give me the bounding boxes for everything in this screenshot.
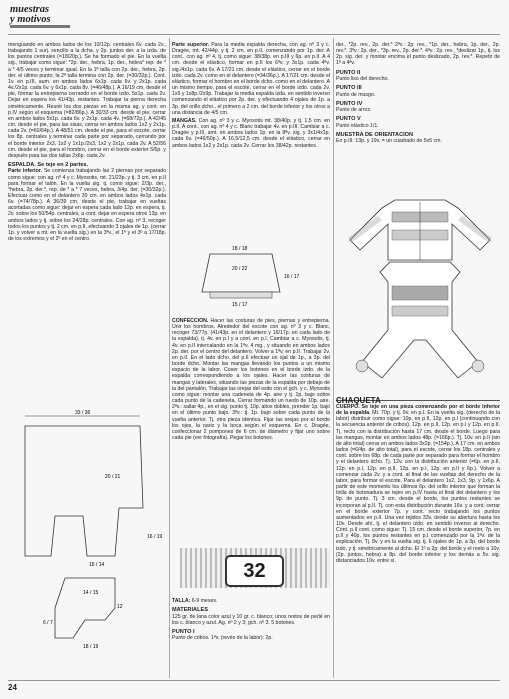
- garment-illustration: [340, 190, 500, 385]
- brand-line-1: muestras: [10, 4, 50, 15]
- col2-paragraph-confeccion: [172, 318, 330, 441]
- foot-width-1: 14 / 15: [83, 590, 99, 596]
- page-number: 24: [8, 683, 17, 692]
- brand-bar: [10, 25, 70, 28]
- col1-paragraph-2-lead: Parte inferior.: [8, 168, 42, 175]
- col3-paragraph-1: der., *2p. rev., 2p. der.* 2ªv.: 2p. rev., *1p. der., hebra, 1p. der., 2p. rev.*. 3ªv.: 2p. der., *3p. rev., 2p. der.*. 4ªv.: 2p. rev., *deslizar 1p., tj. los 2p. sig. der. y montar encima el punto deslizado, 2p. rev.*. Repetir de 1ª a 4ªv.: [336, 42, 500, 67]
- col3-heading-muestra: MUESTRA DE ORIENTACION: [336, 131, 414, 138]
- sleeve-bottom: 15 / 17: [232, 302, 248, 308]
- col3-punto-5: Punto elástico 1/1.: [336, 122, 379, 129]
- col1-paragraph-2: [8, 168, 166, 242]
- brand-line-2: y motivos: [10, 14, 51, 25]
- col3-heading-punto-5: PUNTO V: [336, 116, 361, 123]
- col1-paragraph-2-body: Se comienza trabajando las 2 piernas por separado como sigue: con ag. nº 4 y c. Myosotis, mt. 21/23p. y tj. 3 cm. en p.II para formar el talón. En la vuelta sig. tj. como sigue: 2/3p. der., *hebra, 2p. der.*, rep. de * a * 7 veces, hebra, 3/4p. der. (=30/32p.). Efectuar como en el delantero 30 cm. en ambos lados 4x1p. cada 6v. (=74/78p.). A 36/39 cm. desde el pie, trabajar en vueltas acortadas como sigue: dejar en espera cada lado 12p. en espera, tj. 2v. sobre los 50/54p. centrales, a cont. dejar en espera otros 13p. en ambos lados y tj. sobre los 24/28p. centrales. Con ag. nº 3, recoger todos los puntos y tj. 2 cm. en p.II, efectuando 3 ojales de 1p. (cerrar 1p. y volver a mt. en la vuelta sig.) en la 3ªv., el 1º y el 3º a 17/18p. de los extremos y el 2º en el centro.: [8, 168, 166, 243]
- column-divider-2: [333, 38, 334, 678]
- column-3-lower: [336, 404, 500, 566]
- column-3: [336, 42, 500, 146]
- pattern-number: 32: [225, 555, 284, 587]
- col3-heading-punto-4: PUNTO IV: [336, 100, 363, 107]
- chaqueta-heading: CHAQUETA: [336, 396, 381, 405]
- col3-punto-4: Punto de arroz.: [336, 107, 372, 114]
- col3-cuerpo: [336, 404, 500, 564]
- column-2: [172, 42, 330, 151]
- foot-bottom: 18 / 19: [83, 644, 99, 650]
- trousers-top-width: 33 / 36: [75, 410, 91, 416]
- col2-paragraph-1-body: Para la media espalda derecha, con ag. nº 3 y c. Dragée, mt. 42/44p. y tj. 2 cm. en p.II, comenzando por 1p. der. A cont., con ag. nº 4, tj. como sigue: 38/38p. en p.III y 6p. en p.II. A 4 cm. desde el elástico, formar en p.II los 6ªv. y 3x1p. cada 4ªv. sig./4x1p. cada 6v. A 17/21 cm. desde el elástico, cerrar en el borde izdo. cada 2v. como en el delantero (=34/36p.). A 17/21 cm. desde el elástico, formar el hombro en el borde dcho. como en el delantero. A un mismo tiempo, para el escote, cerrar en el borde izdo. cada 2v. 1x9 y 1x8p./2x9p. Trabajar la media espalda izda. en sentido inverso comenzando el elástico por 2p. der. y efectuando 4 ojales de 1p. a 3p. del orillo dcho., el primero a 2 cm. del borde inferior y los otros a una distancia de 4/5 cm.: [172, 42, 331, 116]
- sleeve-diagram: [180, 240, 330, 310]
- sleeve-height: 16 / 17: [284, 274, 300, 280]
- trousers-waist-height: 20 / 21: [105, 474, 121, 480]
- trousers-diagram: [15, 408, 165, 668]
- col3-punto-2: Punto liso del derecho.: [336, 76, 389, 83]
- column-1: [8, 42, 166, 244]
- foot-height: 6 / 7: [43, 620, 53, 626]
- sleeve-mid: 20 / 22: [232, 266, 248, 272]
- col3-heading-punto-3: PUNTO III: [336, 85, 362, 92]
- col2-heading-punto-1: PUNTO I: [172, 628, 195, 635]
- bottom-rule: [8, 680, 500, 681]
- romper-sketch: [356, 262, 484, 378]
- col2-paragraph-mangas: [172, 118, 330, 149]
- col3-cuerpo-lead: CUERPO. Se teje en una pieza comenzando por el borde inferior de la espalda.: [336, 404, 500, 417]
- col2-paragraph-1: [172, 42, 330, 116]
- chaqueta-heading-box: [336, 390, 500, 405]
- trousers-ankle-width: 15 / 14: [89, 562, 105, 568]
- col2-punto-1-body: Punto de cribos. 1ªv. (revés de la labor): 2p.: [172, 635, 273, 642]
- col1-heading-espalda: ESPALDA. Se teje en 2 partes.: [8, 161, 89, 168]
- jacket-sketch: [350, 200, 490, 260]
- col3-muestra: En p.III: 13p. y 19v. = un cuadrado de 5x5 cm.: [336, 138, 442, 145]
- col2-mangas-body: Con ag. nº 3 y c. Myosotis mt. 38/40p. y tj. 1,5 cm. en p.II. A cont., con ag. nº 4 y c. Blanc trabajar 4v. en p.III. Cambiar a c. Dragée y p.III, amt. en ambos lados 1p. en la 8ªv. sig. y 3x1/4x1p. cada 6v. (=46/50p.). A 16,5/12,5 cm. desde el elástico, cerrar en ambos lados 1x2 y 2x1p. cada 2v. Cerrar los 38/42p. restantes.: [172, 117, 330, 149]
- sleeve-top: 18 / 18: [232, 246, 248, 252]
- col2-heading-mangas: MANGAS.: [172, 117, 197, 124]
- column-2-lower: [172, 318, 330, 443]
- col3-cuerpo-body: Mt. 70p. y tj. 9v. en p.I. En la vuelta sig. (derecho de la labor) distribuir como sigue: 10p. en p.II, 12p. en p.I (continuando con la secuencia anterior de cribos), 12p. en p.II, 12p. en p.I y 12p. en p.II. Tj. recto con la distribución hasta 17 cm. desde el borde. Luego para las mangas, montar en ambos lados 48p. (=166p.). Tj. 10v. en p.II (sin de alto total) cerrar en ambos lados 3x2p. (=154p.). A 17 cm. en ambos lados (=6/4p. de alto total), para el escote, cerrar los 18p. centrales y cont. sobre los 68p. de cada parte por separado para formar el hombro y el delantero dcho. Tj. 12v. con la distribución anterior (=6p. en p.II, 12p. en p.I, 12p. en p.II, 12p. en p.I, 12p. en p.II y 6p.). Volver a comenzar cada 2v. y a cont. al final de las vueltas del derecho de la labor, para formar el escote. Para el delantero 1x2, 1x3, 9p. y 1x6p. A partir de este momento los últimos 6p. del orillo interior que forman la tirilla de botonadura se tejen en p.IV hasta el final del delantero y los 9p. de punto. Tj. 3 cm. desde el borde, los puntos restantes se incorporan al p.II. Tj. con esta distribución durante 16v. y a cont. cerrar en el borde exterior 7p. y cont. recto trabajando los puntos aumentados en p.II. Una vez tejidos 33v. desde su abertura hasta los 10v. Desde ahí, tj. el delantero izdo. en sentido inverso al derecho. Cont. p.II cont. como sigue: Tj. 15 cm. desde el borde superior, 7p. en p.II y 40p. los puntos restantes en p.I comenzado por la 1ªv. de la explicación. Tj. 8v. y en la vuelta sig. tj. 6 ojales de 1p. a 3p. del borde izdo. y tj. simétricamente al dcho. El 1º a 2p. del borde y el resto a 10v. (2p. juntos, hebra) a 8p. del borde inferior y los demás a 5v. sig. distanciados 10v. entre sí.: [336, 410, 500, 564]
- col2-confeccion-body: Hacer las costuras de pies, piernas y entrepierna. Unir los hombros. Alrededor del escote con ag. nº 3 y c. Blanc, recoger 73/77p. (41/43p. en el delantero y 16/17p. en cada lado de la espalda), tj. 4v. en p.I y a cont. en p.I. Cambiar a c. Myosotis, tj. 4v. en p.II intercalando en la 1ªv. 4 mg., y situando en ambos lados 2p. der. por el centro del delantero. Volver a 1ªv. en p.II. Trabajar 2v. en p.II. En el lado dcho. del p.II efectuar un ojal de 1p., a 3p. del borde dcho. Montar las mangas llevando los puntos a un mismo espacio de la labor. Coser los botones en el borde izdo. de la espalda correspondiendo a los ojales. Hacer las costuras de mangas y laterales, situando las piezas de la espalda por debajo de la del pantalón. Trabajar las orejas del osito con el gch. y c. Myosotis como sigue: montar una cadeneta de 4p. aire y tj. 1p. bajo sobre cada punto de la cadeneta. Cerrar formando un ruedo de 10p. aire. 2ªv.: saltar 4p., en el sig. punto tj. 10p. altos dobles, prender 1p. bajo en el último punto bajo. 3ªv.: tj. 1p. bajo sobre cada punto de la vuelta anterior. Tj. otra pieza idéntica. Fijar las orejas por el borde los ojos, la nariz y la boca según el esquema. En c. Dragée, confeccionar 2 pompones de 6 cm. de diámetro y fijar uno sobre cada pie (ver fotografía). Pegar los botones.: [172, 318, 331, 441]
- brand-logo: [10, 5, 70, 31]
- col2-heading-talla: TALLA:: [172, 598, 191, 604]
- col3-heading-punto-2: PUNTO II: [336, 69, 361, 76]
- column-2-bottom: [172, 598, 330, 643]
- col1-paragraph-1: menguando en ambos lados de los 10/12p. centrales 6v. cada 2v., trabajando 1 surj. sencillo a la dcha. y 2p. juntos der. a la izda. de los puntos centrales (=18/20p.). Se ha formado el pie. En la vuelta sig., trabajar como sigue: *2p. der., hebra, 1p. der., hebra* rep. de * a * 4/5 veces y terminar igual. En la 1ª talla con 2p. der., hebra, 2p. der. el último punto; la 2ª talla termina con 2p. der. (=30/32p.). Cont. 1v. en p.III, aum. en ambos lados 6x1p. cada 6v. y 2x1p. cada 4v./2x1p. cada 6v. y 6x1p. cada 8v. (=46/48p.). A 16/19 cm. desde el pie, formar la entrepierna cerrando en el borde izdo. 5x1p. cada 2v. Dejar en espera los 41/43p. restantes. Trabajar la pierna derecha simétricamente. Reunir los dos piezas en la misma ag. y cont. en p.IV según el esquema (=82/86p.). A 30/33 cm. desde el pie, cerrar en ambos lados 5x1p. cada 6v. y 2x1p. cada 4v. (=68/72p.). A 42/45 cm. desde el pie, para las sisas, cerrar en ambos lados 1x2 y 2x1p. cada 2v. (=60/64p.). A 48/51 cm. desde el pie, para el escote, cerrar los 8p. centrales y terminar cada parte por separado, cerrando por el borde interior 2x3, 1x2 y 1x1p./2x3, 1x2 y 2x1p. cada 2v. A 52/56 cm. desde el pie, para el hombro, cerrar en el borde exterior 5/6p. y después para las dos tallas 2x6p. cada 2v.: [8, 42, 166, 159]
- col3-punto-3: Punto de musgo.: [336, 91, 376, 98]
- col2-talla: [172, 598, 330, 604]
- column-divider-1: [169, 38, 170, 678]
- col2-materiales-body: 125 gr. de lana color azul y 10 gr. c. blanco; unos restos de perlé en los c. blanco y azul. Ag. nº 2 y 3; gch. nº 3. 5 botones.: [172, 613, 330, 626]
- col2-heading-confeccion: CONFECCION.: [172, 318, 209, 324]
- foot-width-2: 12: [117, 604, 123, 610]
- top-rule: [8, 34, 500, 35]
- col2-talla-value: 6-9 meses.: [190, 598, 218, 604]
- col2-paragraph-1-lead: Parte superior.: [172, 42, 210, 48]
- col2-heading-materiales: MATERIALES: [172, 607, 208, 614]
- trousers-leg-height: 16 / 19: [147, 534, 163, 540]
